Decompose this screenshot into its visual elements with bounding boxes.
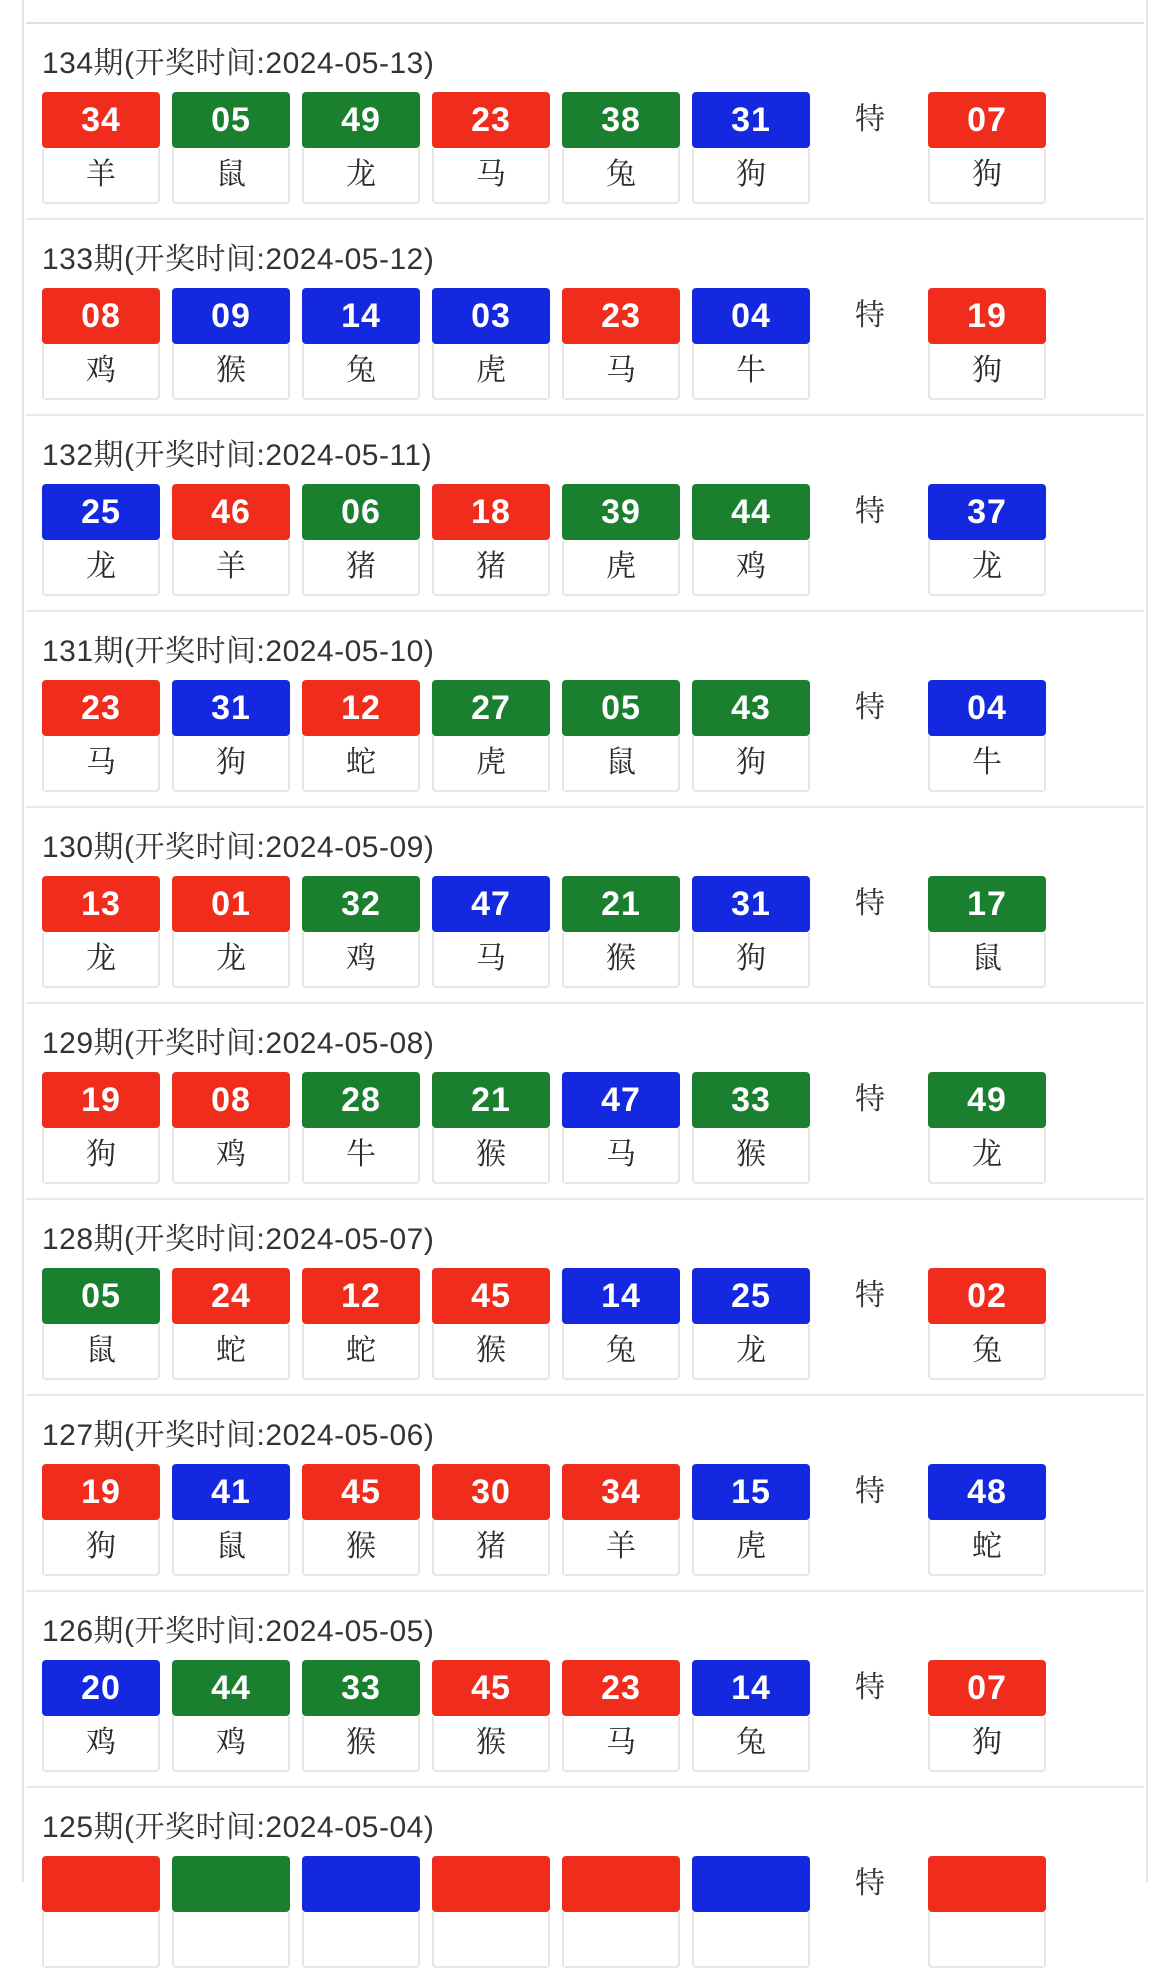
ball-cell bbox=[42, 92, 160, 204]
ball-cell bbox=[172, 680, 290, 792]
ball-zodiac bbox=[42, 1912, 160, 1968]
ball-zodiac: 虎 bbox=[432, 344, 550, 400]
ball-cell bbox=[562, 1464, 680, 1576]
ball-zodiac: 龙 bbox=[692, 1324, 810, 1380]
ball-cell bbox=[692, 1268, 810, 1380]
ball-number: 45 bbox=[432, 1660, 550, 1716]
ball-zodiac: 狗 bbox=[42, 1128, 160, 1184]
ball-zodiac: 虎 bbox=[432, 736, 550, 792]
ball-zodiac: 龙 bbox=[302, 148, 420, 204]
ball-cell bbox=[302, 288, 420, 400]
special-ball-cell bbox=[928, 1072, 1046, 1184]
draw-numbers-row bbox=[26, 1856, 1144, 1900]
draw-block bbox=[26, 1788, 1144, 1900]
ball-number: 14 bbox=[302, 288, 420, 344]
ball-number: 08 bbox=[42, 288, 160, 344]
ball-zodiac: 猴 bbox=[432, 1128, 550, 1184]
ball-number bbox=[562, 1856, 680, 1912]
left-rail bbox=[0, 0, 24, 1882]
ball-zodiac: 羊 bbox=[562, 1520, 680, 1576]
ball-number: 21 bbox=[562, 876, 680, 932]
draw-header: 132期(开奖时间:2024-05-11) bbox=[42, 439, 433, 472]
special-ball-number bbox=[928, 1856, 1046, 1912]
ball-zodiac bbox=[302, 1912, 420, 1968]
ball-number bbox=[432, 1856, 550, 1912]
special-ball-zodiac: 狗 bbox=[928, 148, 1046, 204]
ball-cell bbox=[302, 1660, 420, 1772]
ball-number: 15 bbox=[692, 1464, 810, 1520]
special-label: 特 bbox=[855, 103, 885, 136]
ball-number: 05 bbox=[42, 1268, 160, 1324]
ball-cell bbox=[42, 1268, 160, 1380]
ball-cell bbox=[432, 876, 550, 988]
ball-number: 41 bbox=[172, 1464, 290, 1520]
draw-block bbox=[26, 1396, 1144, 1592]
ball-number: 33 bbox=[692, 1072, 810, 1128]
ball-number: 23 bbox=[432, 92, 550, 148]
ball-number: 31 bbox=[692, 876, 810, 932]
ball-cell bbox=[432, 92, 550, 204]
special-ball-cell bbox=[928, 1268, 1046, 1380]
ball-cell bbox=[562, 1072, 680, 1184]
ball-number: 38 bbox=[562, 92, 680, 148]
special-ball-cell bbox=[928, 680, 1046, 792]
ball-zodiac: 猴 bbox=[432, 1324, 550, 1380]
special-ball-zodiac: 蛇 bbox=[928, 1520, 1046, 1576]
ball-cell bbox=[562, 484, 680, 596]
draw-block bbox=[26, 220, 1144, 416]
ball-number: 44 bbox=[692, 484, 810, 540]
draw-header: 127期(开奖时间:2024-05-06) bbox=[42, 1419, 435, 1452]
ball-zodiac: 猪 bbox=[432, 540, 550, 596]
ball-cell bbox=[172, 1268, 290, 1380]
draw-block bbox=[26, 1200, 1144, 1396]
ball-zodiac: 猴 bbox=[692, 1128, 810, 1184]
ball-cell bbox=[692, 1464, 810, 1576]
ball-zodiac: 马 bbox=[432, 932, 550, 988]
ball-zodiac: 猴 bbox=[302, 1520, 420, 1576]
special-ball-cell bbox=[928, 1660, 1046, 1772]
ball-number: 25 bbox=[42, 484, 160, 540]
ball-cell bbox=[42, 680, 160, 792]
special-label: 特 bbox=[855, 887, 885, 920]
ball-zodiac: 鸡 bbox=[172, 1128, 290, 1184]
ball-zodiac: 狗 bbox=[692, 736, 810, 792]
ball-zodiac: 龙 bbox=[42, 932, 160, 988]
ball-number bbox=[692, 1856, 810, 1912]
ball-cell bbox=[172, 1660, 290, 1772]
ball-cell bbox=[172, 1072, 290, 1184]
ball-zodiac: 猴 bbox=[432, 1716, 550, 1772]
ball-cell bbox=[302, 1268, 420, 1380]
ball-cell bbox=[692, 92, 810, 204]
draw-numbers-row bbox=[26, 1268, 1144, 1380]
ball-zodiac: 马 bbox=[562, 1716, 680, 1772]
special-ball-number: 37 bbox=[928, 484, 1046, 540]
ball-number: 05 bbox=[562, 680, 680, 736]
special-label: 特 bbox=[855, 1083, 885, 1116]
ball-cell bbox=[432, 1268, 550, 1380]
special-ball-zodiac: 鼠 bbox=[928, 932, 1046, 988]
special-ball-zodiac: 牛 bbox=[928, 736, 1046, 792]
special-ball-number: 04 bbox=[928, 680, 1046, 736]
top-divider bbox=[26, 0, 1144, 24]
special-ball-number: 07 bbox=[928, 92, 1046, 148]
ball-number: 12 bbox=[302, 1268, 420, 1324]
draw-numbers-row bbox=[26, 484, 1144, 596]
draw-numbers-row bbox=[26, 92, 1144, 204]
special-ball-zodiac: 兔 bbox=[928, 1324, 1046, 1380]
ball-zodiac: 狗 bbox=[692, 932, 810, 988]
draw-numbers-row bbox=[26, 288, 1144, 400]
ball-number: 12 bbox=[302, 680, 420, 736]
special-ball-zodiac: 狗 bbox=[928, 1716, 1046, 1772]
ball-zodiac: 龙 bbox=[172, 932, 290, 988]
ball-zodiac: 鸡 bbox=[172, 1716, 290, 1772]
ball-zodiac: 兔 bbox=[562, 148, 680, 204]
ball-number bbox=[172, 1856, 290, 1912]
ball-number: 08 bbox=[172, 1072, 290, 1128]
ball-cell bbox=[432, 288, 550, 400]
ball-cell bbox=[42, 484, 160, 596]
ball-zodiac: 兔 bbox=[302, 344, 420, 400]
ball-number: 30 bbox=[432, 1464, 550, 1520]
ball-number: 31 bbox=[172, 680, 290, 736]
ball-zodiac: 猴 bbox=[172, 344, 290, 400]
ball-number: 18 bbox=[432, 484, 550, 540]
ball-zodiac bbox=[432, 1912, 550, 1968]
draw-header: 129期(开奖时间:2024-05-08) bbox=[42, 1027, 435, 1060]
ball-zodiac: 鼠 bbox=[172, 1520, 290, 1576]
ball-cell bbox=[692, 288, 810, 400]
draw-result-list bbox=[26, 24, 1144, 1900]
ball-cell bbox=[562, 1268, 680, 1380]
ball-zodiac: 鸡 bbox=[42, 1716, 160, 1772]
ball-number: 45 bbox=[302, 1464, 420, 1520]
ball-zodiac: 鸡 bbox=[302, 932, 420, 988]
right-rail bbox=[1146, 0, 1170, 1882]
ball-number: 06 bbox=[302, 484, 420, 540]
ball-zodiac: 兔 bbox=[692, 1716, 810, 1772]
ball-zodiac: 虎 bbox=[692, 1520, 810, 1576]
ball-zodiac: 马 bbox=[432, 148, 550, 204]
draw-block bbox=[26, 24, 1144, 220]
ball-cell bbox=[562, 288, 680, 400]
ball-cell bbox=[302, 680, 420, 792]
draw-header: 130期(开奖时间:2024-05-09) bbox=[42, 831, 435, 864]
ball-number: 14 bbox=[692, 1660, 810, 1716]
ball-cell bbox=[42, 288, 160, 400]
ball-cell bbox=[302, 484, 420, 596]
ball-cell bbox=[562, 1856, 680, 1968]
ball-number: 31 bbox=[692, 92, 810, 148]
ball-zodiac: 狗 bbox=[172, 736, 290, 792]
ball-number: 21 bbox=[432, 1072, 550, 1128]
ball-zodiac: 虎 bbox=[562, 540, 680, 596]
ball-zodiac: 牛 bbox=[692, 344, 810, 400]
ball-number: 28 bbox=[302, 1072, 420, 1128]
special-ball-zodiac: 龙 bbox=[928, 540, 1046, 596]
draw-header: 125期(开奖时间:2024-05-04) bbox=[42, 1811, 435, 1844]
ball-number: 34 bbox=[562, 1464, 680, 1520]
ball-zodiac: 蛇 bbox=[302, 736, 420, 792]
draw-numbers-row bbox=[26, 1464, 1144, 1576]
ball-cell bbox=[302, 1072, 420, 1184]
draw-header: 134期(开奖时间:2024-05-13) bbox=[42, 47, 435, 80]
special-label: 特 bbox=[855, 1671, 885, 1704]
ball-cell bbox=[302, 1856, 420, 1968]
ball-cell bbox=[172, 92, 290, 204]
ball-cell bbox=[562, 92, 680, 204]
ball-number: 25 bbox=[692, 1268, 810, 1324]
ball-zodiac: 猴 bbox=[562, 932, 680, 988]
ball-cell bbox=[692, 1660, 810, 1772]
ball-number: 01 bbox=[172, 876, 290, 932]
ball-zodiac: 鼠 bbox=[172, 148, 290, 204]
special-ball-cell bbox=[928, 1856, 1046, 1968]
special-ball-number: 02 bbox=[928, 1268, 1046, 1324]
ball-cell bbox=[302, 92, 420, 204]
special-label: 特 bbox=[855, 1475, 885, 1508]
ball-zodiac: 马 bbox=[42, 736, 160, 792]
ball-number bbox=[42, 1856, 160, 1912]
ball-zodiac: 兔 bbox=[562, 1324, 680, 1380]
ball-zodiac bbox=[562, 1912, 680, 1968]
special-label: 特 bbox=[855, 691, 885, 724]
special-ball-number: 17 bbox=[928, 876, 1046, 932]
draw-block bbox=[26, 612, 1144, 808]
ball-number: 03 bbox=[432, 288, 550, 344]
draw-block bbox=[26, 1004, 1144, 1200]
ball-number: 32 bbox=[302, 876, 420, 932]
ball-number: 19 bbox=[42, 1464, 160, 1520]
special-ball-number: 49 bbox=[928, 1072, 1046, 1128]
draw-block bbox=[26, 1592, 1144, 1788]
ball-number: 33 bbox=[302, 1660, 420, 1716]
ball-cell bbox=[562, 680, 680, 792]
special-label: 特 bbox=[855, 299, 885, 332]
ball-cell bbox=[42, 1464, 160, 1576]
draw-header: 131期(开奖时间:2024-05-10) bbox=[42, 635, 435, 668]
ball-number: 45 bbox=[432, 1268, 550, 1324]
ball-zodiac bbox=[172, 1912, 290, 1968]
ball-cell bbox=[172, 288, 290, 400]
ball-zodiac: 鼠 bbox=[42, 1324, 160, 1380]
ball-cell bbox=[692, 1072, 810, 1184]
special-ball-number: 19 bbox=[928, 288, 1046, 344]
ball-zodiac: 猪 bbox=[302, 540, 420, 596]
ball-number: 49 bbox=[302, 92, 420, 148]
special-ball-cell bbox=[928, 288, 1046, 400]
draw-block bbox=[26, 808, 1144, 1004]
special-ball-cell bbox=[928, 1464, 1046, 1576]
ball-zodiac: 马 bbox=[562, 1128, 680, 1184]
ball-zodiac: 鸡 bbox=[692, 540, 810, 596]
special-label: 特 bbox=[855, 495, 885, 528]
ball-number: 09 bbox=[172, 288, 290, 344]
ball-zodiac: 羊 bbox=[172, 540, 290, 596]
special-ball-cell bbox=[928, 92, 1046, 204]
ball-zodiac: 牛 bbox=[302, 1128, 420, 1184]
ball-number: 04 bbox=[692, 288, 810, 344]
ball-cell bbox=[172, 1464, 290, 1576]
ball-number: 23 bbox=[562, 288, 680, 344]
ball-cell bbox=[302, 876, 420, 988]
draw-block bbox=[26, 416, 1144, 612]
ball-cell bbox=[432, 1072, 550, 1184]
ball-zodiac: 蛇 bbox=[302, 1324, 420, 1380]
ball-number: 19 bbox=[42, 1072, 160, 1128]
ball-zodiac: 龙 bbox=[42, 540, 160, 596]
ball-cell bbox=[42, 1072, 160, 1184]
special-ball-number: 48 bbox=[928, 1464, 1046, 1520]
ball-cell bbox=[172, 1856, 290, 1968]
ball-zodiac: 猴 bbox=[302, 1716, 420, 1772]
ball-cell bbox=[302, 1464, 420, 1576]
ball-cell bbox=[562, 876, 680, 988]
ball-zodiac: 鼠 bbox=[562, 736, 680, 792]
ball-cell bbox=[692, 484, 810, 596]
ball-cell bbox=[432, 484, 550, 596]
ball-number: 20 bbox=[42, 1660, 160, 1716]
ball-cell bbox=[692, 876, 810, 988]
ball-number: 05 bbox=[172, 92, 290, 148]
special-ball-cell bbox=[928, 484, 1046, 596]
ball-cell bbox=[432, 680, 550, 792]
ball-number: 23 bbox=[42, 680, 160, 736]
draw-header: 128期(开奖时间:2024-05-07) bbox=[42, 1223, 435, 1256]
special-ball-number: 07 bbox=[928, 1660, 1046, 1716]
draw-header: 126期(开奖时间:2024-05-05) bbox=[42, 1615, 435, 1648]
special-label: 特 bbox=[855, 1279, 885, 1312]
ball-cell bbox=[432, 1464, 550, 1576]
ball-cell bbox=[432, 1660, 550, 1772]
ball-number: 47 bbox=[562, 1072, 680, 1128]
ball-number: 14 bbox=[562, 1268, 680, 1324]
ball-cell bbox=[562, 1660, 680, 1772]
ball-cell bbox=[692, 680, 810, 792]
draw-header: 133期(开奖时间:2024-05-12) bbox=[42, 243, 435, 276]
ball-number: 34 bbox=[42, 92, 160, 148]
special-ball-zodiac: 龙 bbox=[928, 1128, 1046, 1184]
ball-zodiac: 狗 bbox=[42, 1520, 160, 1576]
ball-zodiac: 狗 bbox=[692, 148, 810, 204]
draw-numbers-row bbox=[26, 1660, 1144, 1772]
ball-number: 39 bbox=[562, 484, 680, 540]
draw-numbers-row bbox=[26, 680, 1144, 792]
ball-number: 13 bbox=[42, 876, 160, 932]
special-label: 特 bbox=[855, 1867, 885, 1900]
draw-numbers-row bbox=[26, 1072, 1144, 1184]
ball-number: 46 bbox=[172, 484, 290, 540]
ball-cell bbox=[172, 484, 290, 596]
ball-number bbox=[302, 1856, 420, 1912]
ball-number: 47 bbox=[432, 876, 550, 932]
ball-cell bbox=[42, 876, 160, 988]
ball-zodiac: 马 bbox=[562, 344, 680, 400]
special-ball-zodiac bbox=[928, 1912, 1046, 1968]
ball-cell bbox=[172, 876, 290, 988]
ball-number: 43 bbox=[692, 680, 810, 736]
ball-number: 44 bbox=[172, 1660, 290, 1716]
special-ball-zodiac: 狗 bbox=[928, 344, 1046, 400]
special-ball-cell bbox=[928, 876, 1046, 988]
ball-zodiac: 蛇 bbox=[172, 1324, 290, 1380]
ball-number: 27 bbox=[432, 680, 550, 736]
ball-number: 24 bbox=[172, 1268, 290, 1324]
ball-number: 23 bbox=[562, 1660, 680, 1716]
draw-numbers-row bbox=[26, 876, 1144, 988]
ball-cell bbox=[692, 1856, 810, 1968]
ball-cell bbox=[432, 1856, 550, 1968]
ball-zodiac: 鸡 bbox=[42, 344, 160, 400]
ball-cell bbox=[42, 1660, 160, 1772]
ball-cell bbox=[42, 1856, 160, 1968]
ball-zodiac: 猪 bbox=[432, 1520, 550, 1576]
ball-zodiac: 羊 bbox=[42, 148, 160, 204]
ball-zodiac bbox=[692, 1912, 810, 1968]
